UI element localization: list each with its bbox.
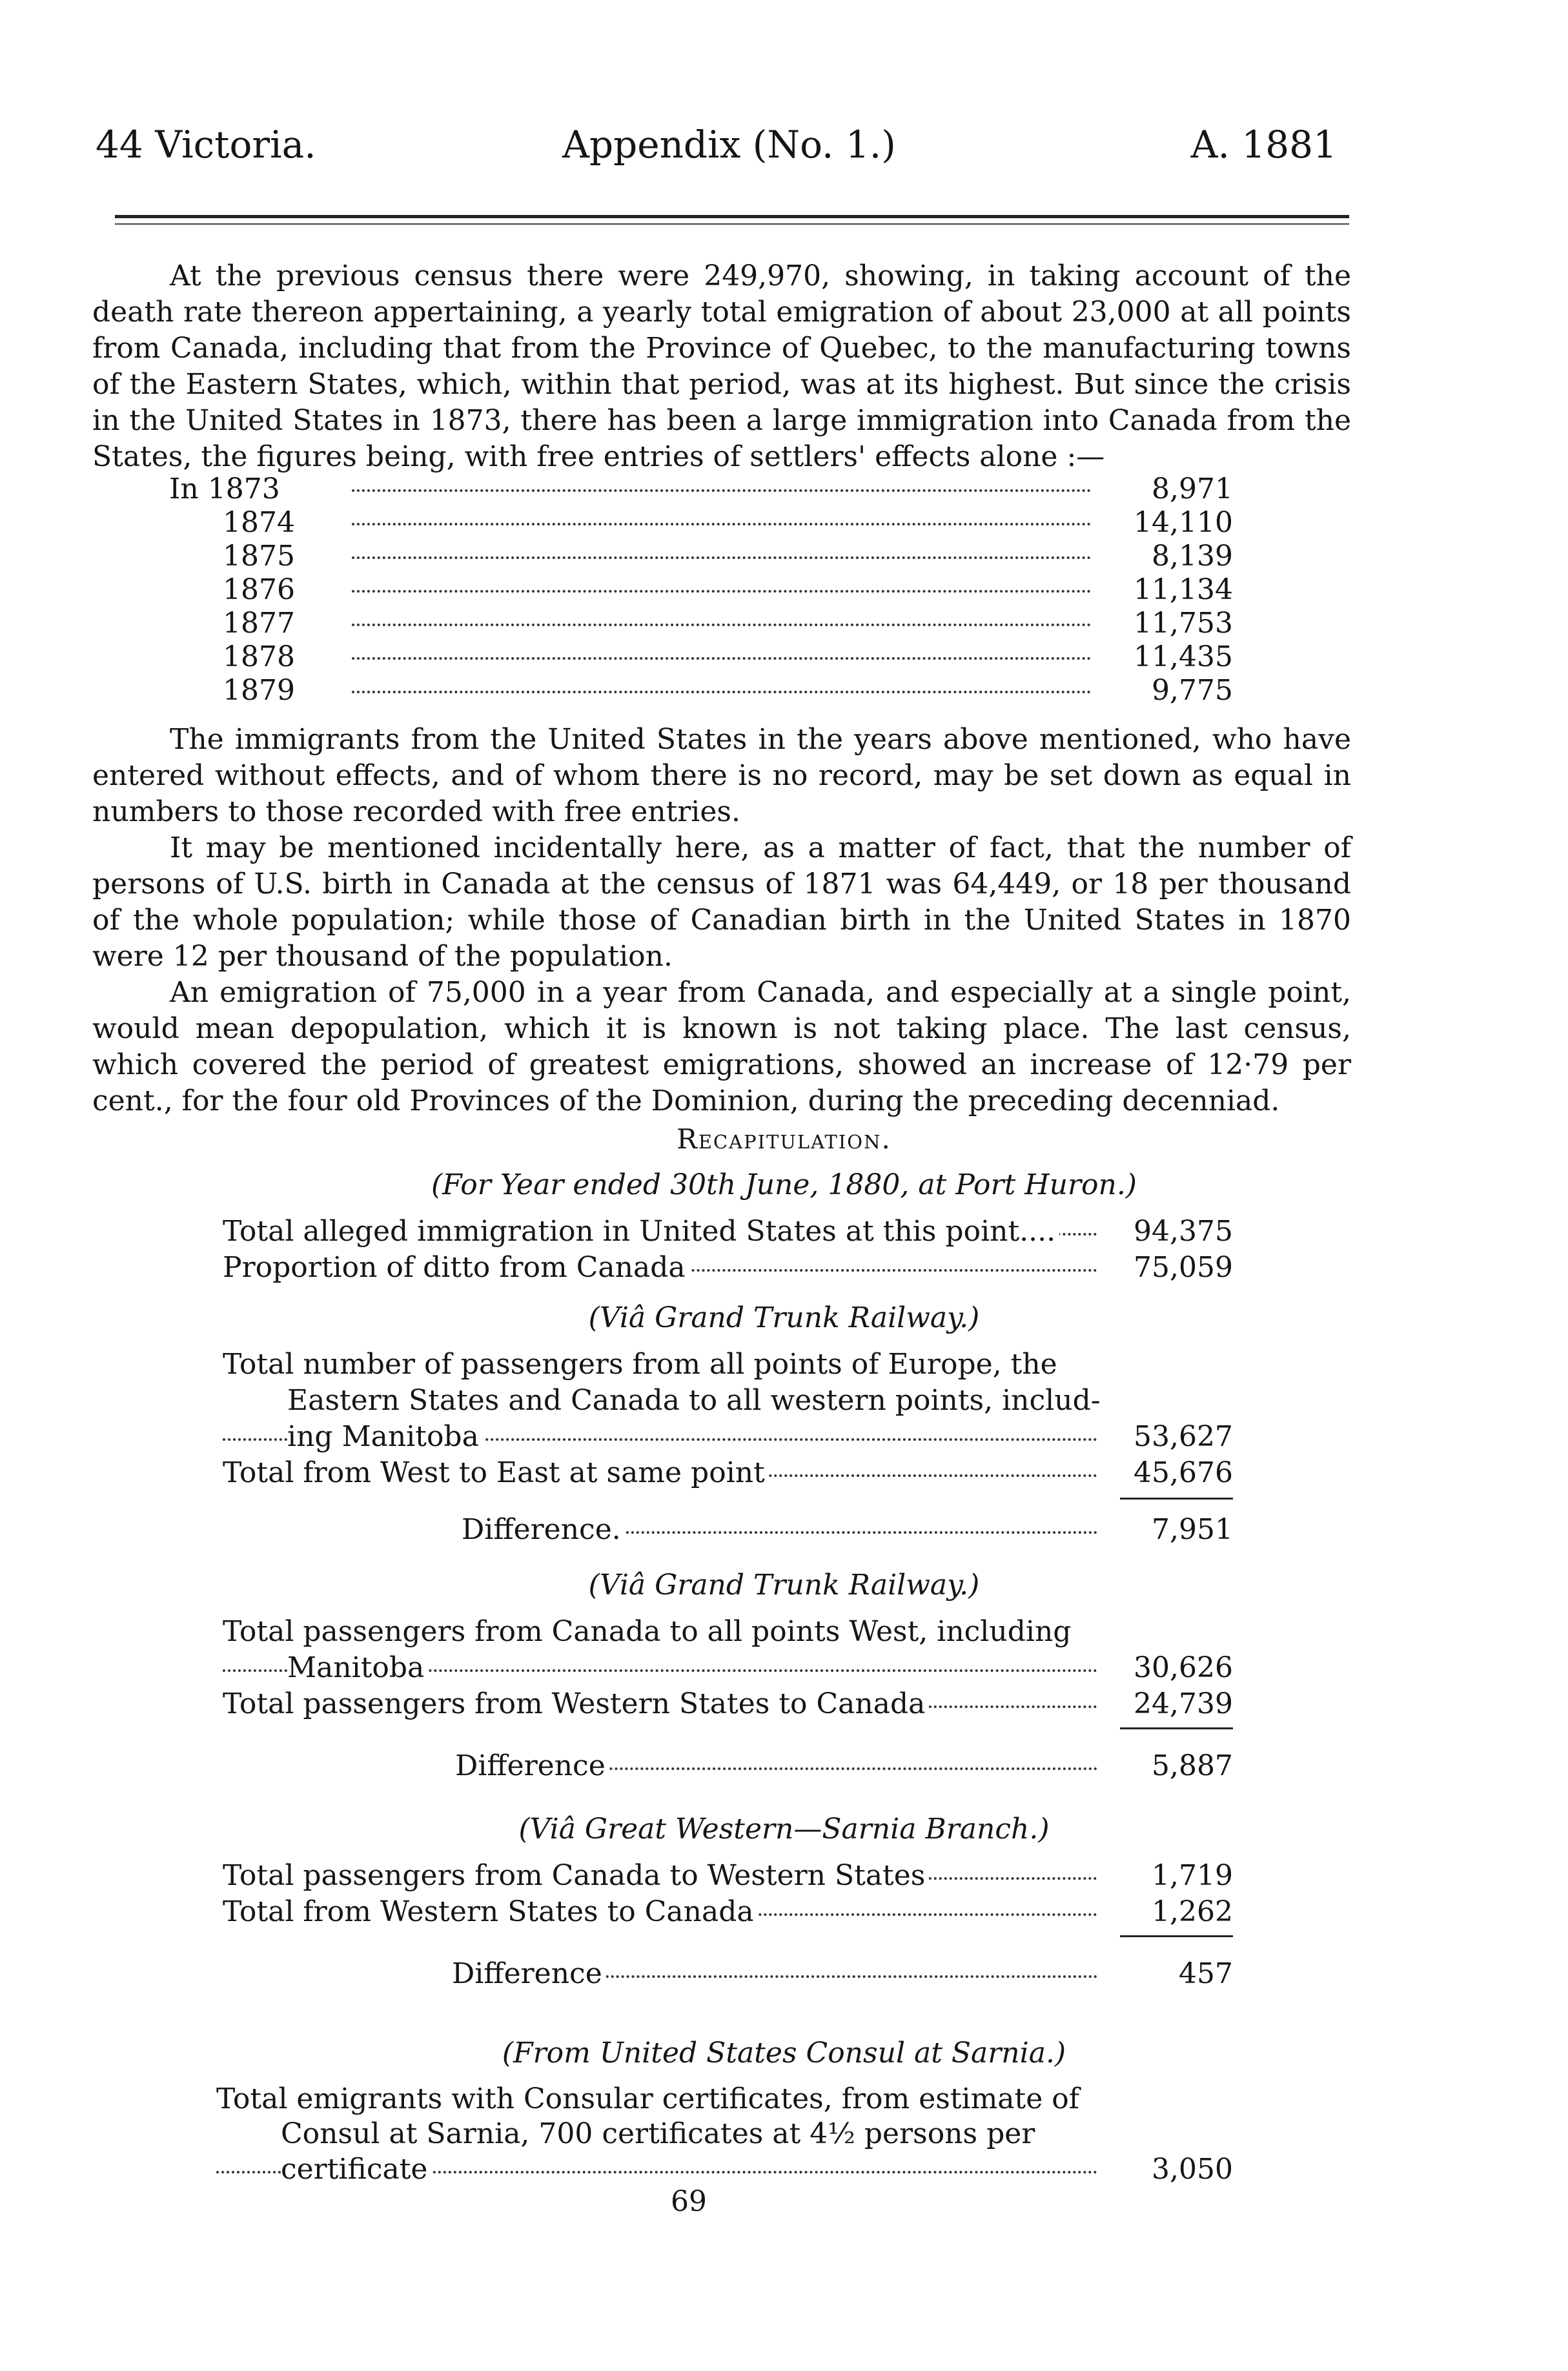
- row-label: Difference: [455, 1748, 609, 1784]
- row-label: Total from Western States to Canada: [223, 1894, 758, 1930]
- table-row: [216, 2152, 1233, 2188]
- row-value: 94,375: [1097, 1214, 1233, 1250]
- section-1-table: [223, 1214, 1233, 1286]
- dot-leader: [352, 691, 1091, 693]
- years-table: [169, 473, 1233, 707]
- table-row: [223, 506, 1233, 540]
- row-label: Total passengers from Canada to Western States: [223, 1858, 929, 1894]
- year-label: 1879: [223, 674, 295, 707]
- body-top: [92, 258, 1351, 475]
- recap-title-text: Recapitulation.: [677, 1123, 891, 1155]
- dot-leader: [352, 523, 1091, 525]
- sum-rule: [1120, 1935, 1233, 1937]
- year-value: 14,110: [1134, 506, 1233, 539]
- paragraph-2: The immigrants from the United States in the years above mentioned, who have entered without effects, and of whom there is no record, may be set down as equal in numbers to those recorded with free entries.: [92, 723, 1351, 828]
- dot-leader: [352, 556, 1091, 559]
- row-value: 45,676: [1097, 1455, 1233, 1491]
- section-1-heading: (For Year ended 30th June, 1880, at Port Huron.): [431, 1168, 1137, 1201]
- table-row: [223, 674, 1233, 707]
- page-number: [0, 2185, 1568, 2218]
- row-label: Difference.: [462, 1512, 625, 1548]
- row-label-line: Total passengers from Canada to all points West, including: [223, 1615, 1072, 1648]
- section-2-heading: (Viâ Grand Trunk Railway.): [588, 1301, 980, 1334]
- year-label: 1877: [223, 607, 295, 640]
- table-row: [223, 607, 1233, 640]
- table-row: [223, 1894, 1233, 1930]
- row-label-line: Total emigrants with Consular certificates, from estimate of: [216, 2082, 1080, 2115]
- table-row: [223, 1419, 1233, 1455]
- page-number-text: 69: [671, 2185, 707, 2218]
- row-label: Difference: [452, 1956, 606, 1992]
- dot-leader: [352, 624, 1091, 626]
- table-row: [169, 473, 1233, 506]
- row-label: Proportion of ditto from Canada: [223, 1250, 689, 1286]
- row-value: 5,887: [1097, 1748, 1233, 1784]
- table-row: [223, 1214, 1233, 1250]
- year-value: 9,775: [1152, 674, 1233, 707]
- header-rule-thick: [115, 215, 1349, 218]
- row-value: 53,627: [1097, 1419, 1233, 1455]
- difference-row: [455, 1748, 1233, 1784]
- year-value: 11,134: [1134, 573, 1233, 606]
- year-value: 11,435: [1134, 640, 1233, 673]
- sum-rule: [1120, 1727, 1233, 1729]
- year-label: 1874: [223, 506, 295, 539]
- body-middle: [92, 722, 1351, 1119]
- difference-row: [462, 1512, 1233, 1548]
- paragraph-1: At the previous census there were 249,970, showing, in taking account of the death rate thereon appertaining, a yearly total emigration of about 23,000 at all points from Canada, including that from the Province of Quebec, to the manufacturing towns of the Eastern States, which, within that period, was at its highest. But since the crisis in the United States in 1873, there has been a large immigration into Canada from the States, the figures being, with free entries of settlers' effects alone :—: [92, 259, 1351, 473]
- section-5-heading: (From United States Consul at Sarnia.): [502, 2037, 1066, 2070]
- row-value: 75,059: [1097, 1250, 1233, 1286]
- section-3-table: [223, 1614, 1233, 1784]
- section-4-table: [223, 1858, 1233, 1992]
- row-label-line: Consul at Sarnia, 700 certificates at 4½ persons per: [281, 2117, 1035, 2150]
- row-value: 24,739: [1097, 1686, 1233, 1722]
- row-label: Total alleged immigration in United States at this point....: [223, 1214, 1059, 1250]
- section-4-heading: (Viâ Great Western—Sarnia Branch.): [518, 1813, 1050, 1846]
- section-5-table: [216, 2082, 1233, 2188]
- row-label: Manitoba: [287, 1650, 428, 1686]
- table-row: [223, 1686, 1233, 1722]
- section-2-table: [223, 1347, 1233, 1548]
- year-label: In 1873: [169, 473, 280, 505]
- difference-row: [452, 1956, 1233, 1992]
- table-row: [223, 540, 1233, 573]
- header-appendix-text: Appendix (No. 1.): [562, 123, 896, 167]
- row-value: 1,262: [1097, 1894, 1233, 1930]
- row-value: 457: [1097, 1956, 1233, 1992]
- table-row: [223, 1250, 1233, 1286]
- row-value: 3,050: [1097, 2152, 1233, 2188]
- year-label: 1875: [223, 540, 295, 573]
- row-label: certificate: [281, 2152, 431, 2188]
- paragraph-4: An emigration of 75,000 in a year from Canada, and especially at a single point, would mean depopulation, which it is known is not taking place. The last census, which covered the period of greatest emigrations, showed an increase of 12·79 per cent., for the four old Provinces of the Dominion, during the preceding decenniad.: [92, 976, 1351, 1117]
- dot-leader: [352, 489, 1091, 492]
- row-label: Total from West to East at same point: [223, 1455, 769, 1491]
- table-row: [223, 640, 1233, 674]
- year-label: 1876: [223, 573, 295, 606]
- section-3-heading: (Viâ Grand Trunk Railway.): [588, 1569, 980, 1602]
- header-rule-thin: [115, 223, 1349, 225]
- sum-rule: [1120, 1498, 1233, 1500]
- table-row: [223, 573, 1233, 607]
- row-label-line: Total number of passengers from all points of Europe, the: [223, 1348, 1057, 1381]
- row-value: 7,951: [1097, 1512, 1233, 1548]
- row-label: ing Manitoba: [287, 1419, 483, 1455]
- row-value: 30,626: [1097, 1650, 1233, 1686]
- year-label: 1878: [223, 640, 295, 673]
- row-label: Total passengers from Western States to Canada: [223, 1686, 929, 1722]
- recap-title: [0, 1123, 1568, 1155]
- header-session: 44 Victoria.: [96, 123, 316, 167]
- year-value: 8,139: [1152, 540, 1233, 573]
- row-label-line: Eastern States and Canada to all western points, includ-: [287, 1384, 1101, 1417]
- table-row: [223, 1455, 1233, 1491]
- year-value: 8,971: [1152, 473, 1233, 505]
- row-value: 1,719: [1097, 1858, 1233, 1894]
- dot-leader: [352, 657, 1091, 660]
- header-year: A. 1881: [1190, 123, 1337, 167]
- year-value: 11,753: [1134, 607, 1233, 640]
- table-row: [223, 1858, 1233, 1894]
- table-row: [223, 1650, 1233, 1686]
- dot-leader: [352, 590, 1091, 593]
- paragraph-3: It may be mentioned incidentally here, as a matter of fact, that the number of persons of U.S. birth in Canada at the census of 1871 was 64,449, or 18 per thousand of the whole population; while those of Canadian birth in the United States in 1870 were 12 per thousand of the population.: [92, 831, 1351, 973]
